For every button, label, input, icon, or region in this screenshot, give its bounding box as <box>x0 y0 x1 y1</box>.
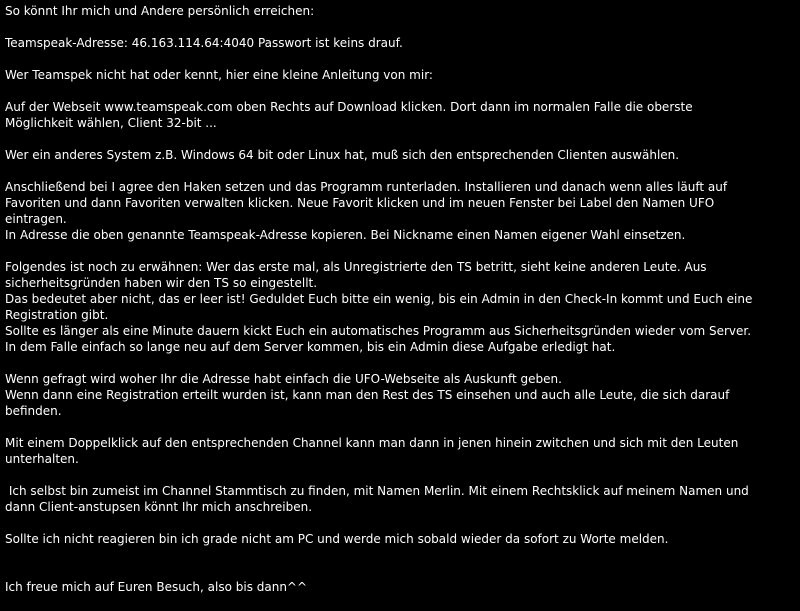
asked-paragraph <box>5 371 795 419</box>
notes-paragraph <box>5 259 795 355</box>
closing-text: Ich freue mich auf Euren Besuch, also bis dann^^ <box>5 580 308 594</box>
install-line-1: Anschließend bei I agree den Haken setzen und das Programm runterladen. Installieren und danach wenn alles läuft auf <box>5 180 728 194</box>
teamspeak-address-text: Teamspeak-Adresse: 46.163.114.64:4040 Passwort ist keins drauf. <box>5 36 403 50</box>
teamspeak-address-paragraph <box>5 35 795 51</box>
doubleclick-paragraph <box>5 435 795 467</box>
download-paragraph <box>5 99 795 131</box>
asked-line-1: Wenn gefragt wird woher Ihr die Adresse habt einfach die UFO-Webseite als Auskunft geben. <box>5 372 562 386</box>
guide-intro-paragraph <box>5 67 795 83</box>
document-body <box>5 3 795 611</box>
not-reacting-text: Sollte ich nicht reagieren bin ich grade nicht am PC und werde mich sobald wieder da sofort zu Worte melden. <box>5 532 669 546</box>
not-reacting-paragraph <box>5 531 795 547</box>
notes-line-5: Sollte es länger als eine Minute dauern kickt Euch ein automatisches Programm aus Sicherheitsgründen wieder vom Server. <box>5 324 752 338</box>
asked-line-3: befinden. <box>5 404 62 418</box>
other-systems-text: Wer ein anderes System z.B. Windows 64 bit oder Linux hat, muß sich den entsprechenden Clienten auswählen. <box>5 148 680 162</box>
install-line-3: eintragen. <box>5 212 67 226</box>
download-line-2: Möglichkeit wählen, Client 32-bit ... <box>5 116 217 130</box>
install-line-2: Favoriten und dann Favoriten verwalten klicken. Neue Favorit klicken und im neuen Fenster bei Label den Namen UFO <box>5 196 715 210</box>
notes-line-3: Das bedeutet aber nicht, das er leer ist! Geduldet Euch bitte ein wenig, bis ein Admin in den Check-In kommt und Euch eine <box>5 292 753 306</box>
find-me-line-1: Ich selbst bin zumeist im Channel Stammtisch zu finden, mit Namen Merlin. Mit einem Rechtsklick auf meinem Namen und <box>5 484 749 498</box>
find-me-line-2: dann Client-anstupsen könnt Ihr mich anschreiben. <box>5 500 313 514</box>
install-paragraph <box>5 179 795 243</box>
install-line-4: In Adresse die oben genannte Teamspeak-Adresse kopieren. Bei Nickname einen Namen eigener Wahl einsetzen. <box>5 228 686 242</box>
doubleclick-line-1: Mit einem Doppelklick auf den entsprechenden Channel kann man dann in jenen hinein zwitchen und sich mit den Leuten <box>5 436 739 450</box>
asked-line-2: Wenn dann eine Registration erteilt wurden ist, kann man den Rest des TS einsehen und auch alle Leute, die sich darauf <box>5 388 730 402</box>
closing-paragraph <box>5 579 795 595</box>
notes-line-6: In dem Falle einfach so lange neu auf dem Server kommen, bis ein Admin diese Aufgabe erledigt hat. <box>5 340 616 354</box>
download-line-1: Auf der Webseit www.teamspeak.com oben Rechts auf Download klicken. Dort dann im normalen Falle die oberste <box>5 100 693 114</box>
notes-line-2: sicherheitsgründen haben wir den TS so eingestellt. <box>5 276 318 290</box>
other-systems-paragraph <box>5 147 795 163</box>
notes-line-4: Registration gibt. <box>5 308 109 322</box>
intro-text: So könnt Ihr mich und Andere persönlich erreichen: <box>5 4 315 18</box>
blank-spacer <box>5 563 795 579</box>
doubleclick-line-2: unterhalten. <box>5 452 79 466</box>
intro-paragraph <box>5 3 795 19</box>
find-me-paragraph <box>5 483 795 515</box>
notes-line-1: Folgendes ist noch zu erwähnen: Wer das erste mal, als Unregistrierte den TS betritt, sieht keine anderen Leute. Aus <box>5 260 707 274</box>
guide-intro-text: Wer Teamspek nicht hat oder kennt, hier eine kleine Anleitung von mir: <box>5 68 433 82</box>
